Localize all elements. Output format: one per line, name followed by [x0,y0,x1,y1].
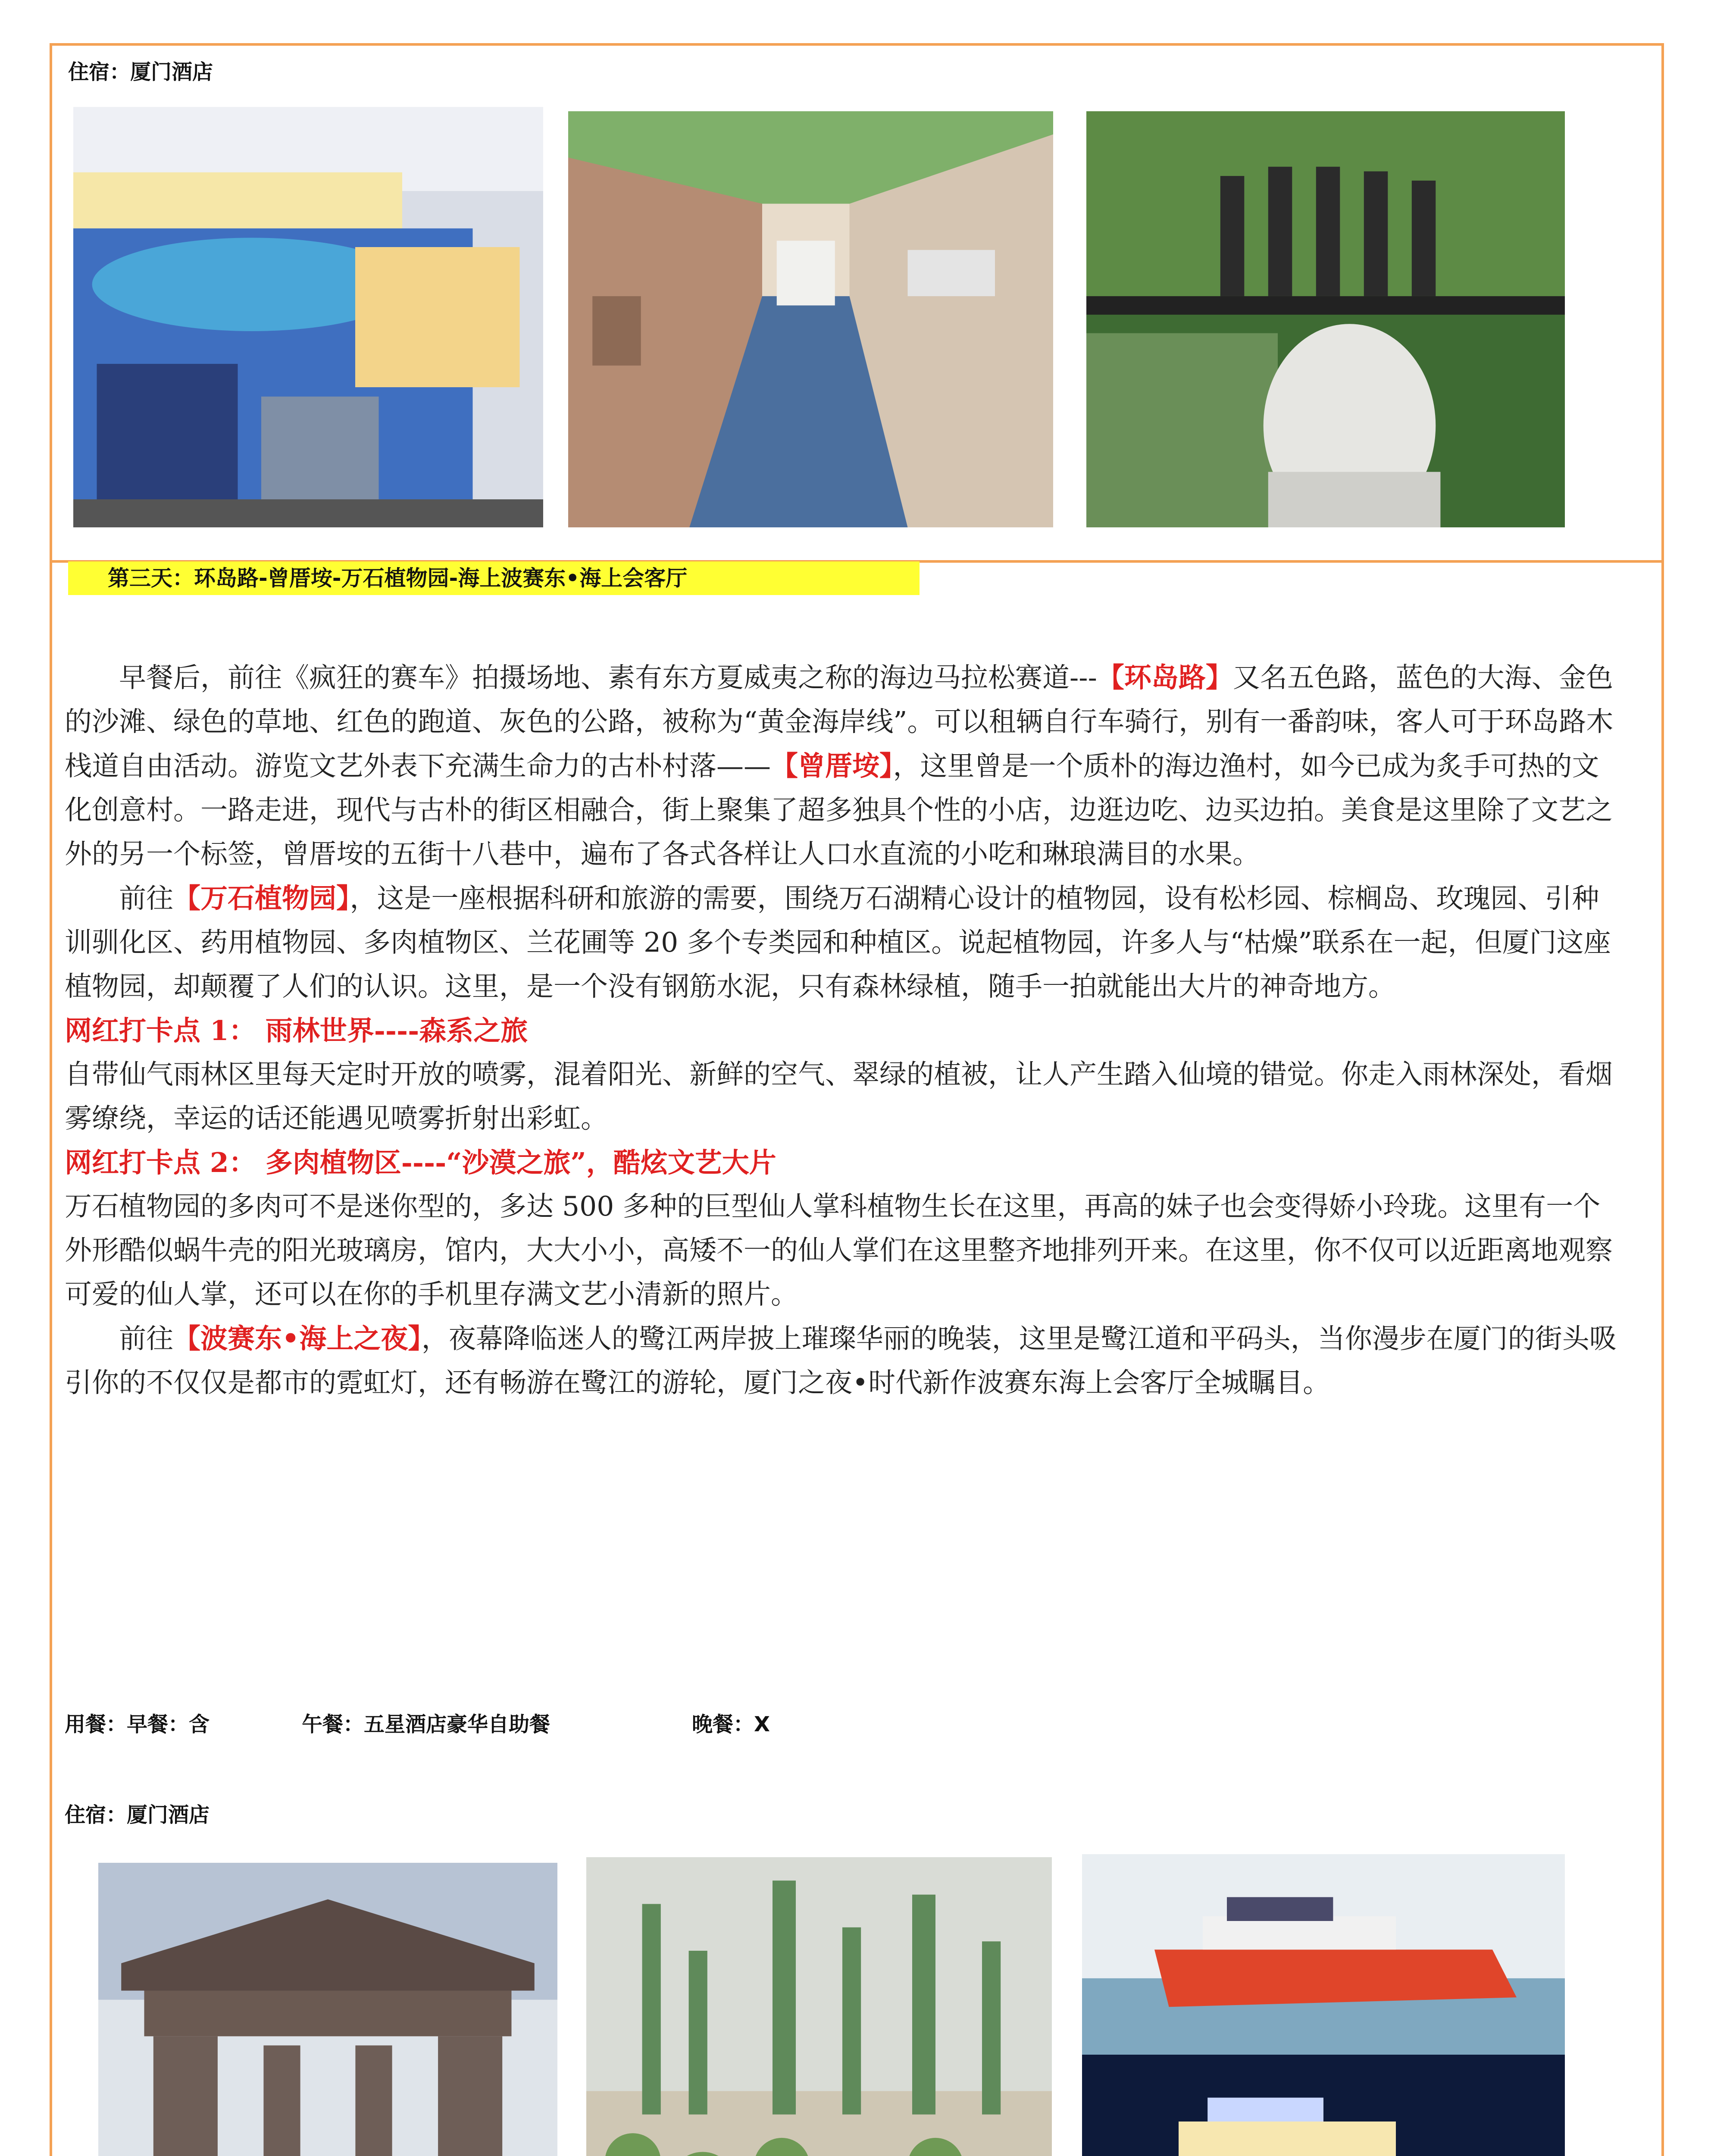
checkpoint-2-text: 万石植物园的多肉可不是迷你型的，多达 500 多种的巨型仙人掌科植物生长在这里，再高的妹子也会变得娇小玲珑。这里有一个外形酷似蜗牛壳的阳光玻璃房，馆内，大大小小，高矮不一的仙人掌们在这里整齐地排列开来。在这里，你不仅可以近距离地观察可爱的仙人掌，还可以在你的手机里存满文艺小清新的照片。 [65,1191,1613,1310]
lodging-top: 住宿：厦门酒店 [68,60,213,84]
paragraph-botanical-garden [65,876,1625,1009]
paragraph-ring-road [65,655,1625,876]
highlight-wanshi-garden: 【万石植物园】 [173,882,350,914]
meal-lunch: 午餐：五星酒店豪华自助餐 [302,1712,551,1736]
lodging-day3: 住宿：厦门酒店 [65,1803,210,1827]
p2-text-b: ，这是一座根据科研和旅游的需要，围绕万石湖精心设计的植物园，设有松杉园、棕榈岛、玫瑰园、引种训驯化区、药用植物园、多肉植物区、兰花圃等 20 多个专类园和种植区。说起植物园，许多人与“枯燥”联系在一起，但厦门这座植物园，却颠覆了人们的认识。这里，是一个没有钢筋水泥，只有森林绿植，随手一拍就能出大片的神奇地方。 [65,883,1611,1002]
p2-text-a: 前往 [119,883,173,914]
meals-line [65,1708,770,1737]
day3-body [65,655,1625,1405]
p3-text-b: ，夜幕降临迷人的鹭江两岸披上璀璨华丽的晚装，这里是鹭江道和平码头，当你漫步在厦门的街头吸引你的不仅仅是都市的霓虹灯，还有畅游在鹭江的游轮，厦门之夜•时代新作波赛东海上会客厅全城瞩目。 [65,1323,1617,1398]
checkpoint-1-text: 自带仙气雨林区里每天定时开放的喷雾，混着阳光、新鲜的空气、翠绿的植被，让人产生踏入仙境的错觉。你走入雨林深处，看烟雾缭绕，幸运的话还能遇见喷雾折射出彩虹。 [65,1059,1613,1134]
alley-stairs-photo [568,111,1053,527]
p1-text-a: 早餐后，前往《疯狂的赛车》拍摄场地、素有东方夏威夷之称的海边马拉松赛道--- [119,662,1097,693]
p1-text-c: ，这里曾是一个质朴的海边渔村，如今已成为炙手可热的文化创意村。一路走进，现代与古朴的街区相融合，街上聚集了超多独具个性的小店，边逛边吃、边买边拍。美食是这里除了文艺之外的另一个标签，曾厝垵的五街十八巷中，遍布了各式各样让人口水直流的小吃和琳琅满目的水果。 [65,750,1613,870]
cactus-garden-photo [586,1857,1052,2156]
highlight-poseidon: 【波赛东•海上之夜】 [173,1322,422,1354]
checkpoint-1-title: 网红打卡点 1： 雨林世界----森系之旅 [65,1015,528,1047]
p3-text-a: 前往 [119,1323,173,1354]
checkpoint-2-title: 网红打卡点 2： 多肉植物区----“沙漠之旅”，酷炫文艺大片 [65,1147,776,1178]
paragraph-poseidon-night [65,1316,1625,1405]
stone-archway-photo [98,1863,557,2156]
meal-breakfast: 用餐：早餐：含 [65,1712,210,1736]
cruise-ship-day-photo [1082,1854,1565,2055]
p1-text-b: 又名五色路，蓝色的大海、金色的沙滩、绿色的草地、红色的跑道、灰色的公路，被称为“黄金海岸线”。可以租辆自行车骑行，别有一番韵味，客人可于环岛路木栈道自由活动。游览文艺外表下充满生命力的古朴村落—— [65,662,1614,782]
day3-title: 第三天：环岛路-曾厝垵-万石植物园-海上波赛东•海上会客厅 [68,561,920,595]
cat-museum-photo [73,107,543,527]
highlight-huandao-road: 【环岛路】 [1097,661,1233,693]
cruise-ship-night-photo [1082,2055,1565,2156]
highlight-zengcuoan: 【曾厝垵】 [771,750,893,782]
sculpture-photo [1086,111,1565,527]
meal-dinner: 晚餐：X [692,1712,770,1736]
